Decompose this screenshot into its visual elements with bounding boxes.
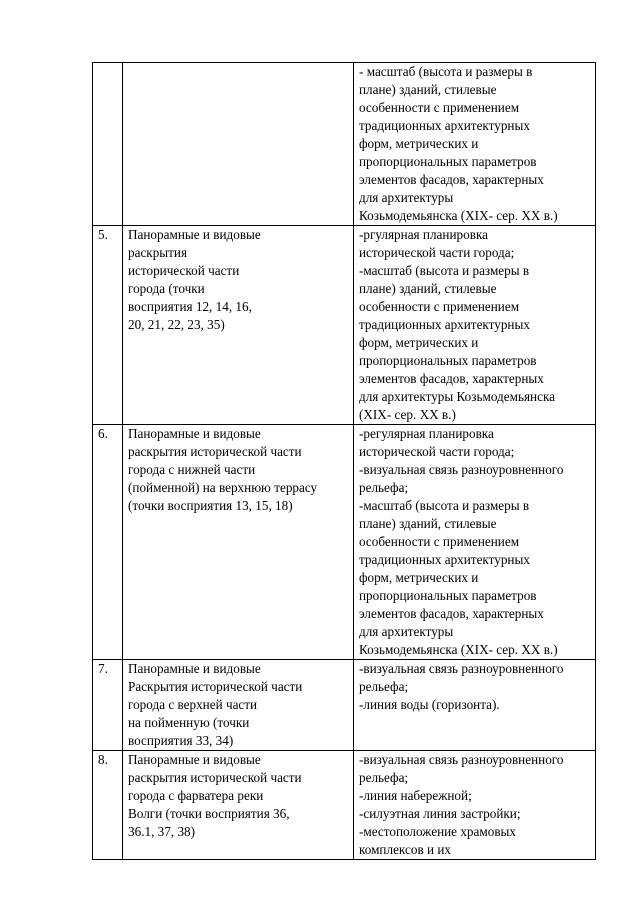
requirement-line: пропорциональных параметров [359,154,537,169]
object-line: Раскрытия исторической части [128,679,303,694]
requirement-line: -визуальная связь разноуровненного [359,752,564,767]
table-row [93,226,596,425]
object-line: Волги (точки восприятия 36, [128,806,290,821]
requirement-line: элементов фасадов, характерных [359,606,544,621]
row-number-cell [93,63,123,226]
requirement-line: особенности с применением [359,534,520,549]
table-row [93,751,596,860]
requirement-line: традиционных архитектурных [359,317,530,332]
requirement-line: традиционных архитектурных [359,552,530,567]
requirement-line: элементов фасадов, характерных [359,172,544,187]
object-cell [123,226,354,425]
object-line: города с нижней части [128,462,256,477]
table-row [93,660,596,751]
row-number-cell [93,226,123,425]
row-number: 7. [98,661,108,676]
requirement-line: для архитектуры Козьмодемьянска [359,389,556,404]
requirement-line: плане) зданий, стилевые [359,82,497,97]
object-line: раскрытия исторической части [128,770,302,785]
requirement-line: -визуальная связь разноуровненного [359,661,564,676]
requirement-line: форм, метрических и [359,136,479,151]
requirement-line: -масштаб (высота и размеры в [359,263,530,278]
requirement-line: Козьмодемьянска (XIX- сер. XX в.) [359,208,558,223]
requirement-cell [354,226,596,425]
object-line: Панорамные и видовые [128,426,261,441]
requirement-line: для архитектуры [359,624,454,639]
row-number-cell [93,425,123,660]
row-number-cell [93,660,123,751]
row-number: 5. [98,227,108,242]
object-line: города с фарватера реки [128,788,264,803]
requirement-line: -силуэтная линия застройки; [359,806,521,821]
object-line: восприятия 12, 14, 16, [128,299,252,314]
table-body [93,63,596,860]
requirement-line: форм, метрических и [359,570,479,585]
requirement-line: -линия набережной; [359,788,472,803]
object-line: (точки восприятия 13, 15, 18) [128,498,293,513]
requirement-line: исторической части города; [359,444,515,459]
object-line: Панорамные и видовые [128,661,261,676]
requirement-line: -масштаб (высота и размеры в [359,498,530,513]
requirement-cell [354,425,596,660]
object-cell [123,751,354,860]
requirement-line: пропорциональных параметров [359,588,537,603]
row-number: 6. [98,426,108,441]
requirement-line: (XIX- сер. XX в.) [359,407,456,422]
requirement-line: Козьмодемьянска (XIX- сер. XX в.) [359,642,558,657]
object-line: города с верхней части [128,697,258,712]
requirement-line: пропорциональных параметров [359,353,537,368]
object-line: раскрытия исторической части [128,444,302,459]
requirement-line: - масштаб (высота и размеры в [359,64,533,79]
requirement-line: -местоположение храмовых [359,824,516,839]
requirement-line: рельефа; [359,770,409,785]
requirement-line: элементов фасадов, характерных [359,371,544,386]
requirement-line: -регулярная планировка [359,426,494,441]
requirement-line: -визуальная связь разноуровненного [359,462,564,477]
requirement-line: рельефа; [359,480,409,495]
requirement-line: плане) зданий, стилевые [359,281,497,296]
object-line: исторической части [128,263,240,278]
requirement-cell [354,63,596,226]
requirement-cell [354,751,596,860]
object-line: (пойменной) на верхнюю террасу [128,480,318,495]
row-number: 8. [98,752,108,767]
requirement-line: комплексов и их [359,842,451,857]
requirement-line: рельефа; [359,679,409,694]
object-line: Панорамные и видовые [128,752,261,767]
requirements-table [92,62,596,860]
object-line: города (точки [128,281,205,296]
requirement-cell [354,660,596,751]
requirement-line: -линия воды (горизонта). [359,697,500,712]
requirement-line: особенности с применением [359,299,520,314]
requirement-line: исторической части города; [359,245,515,260]
table-row [93,63,596,226]
object-line: Панорамные и видовые [128,227,261,242]
requirement-line: особенности с применением [359,100,520,115]
object-cell [123,660,354,751]
requirement-line: -ргулярная планировка [359,227,489,242]
object-line: 20, 21, 22, 23, 35) [128,317,225,332]
object-cell [123,425,354,660]
requirement-line: традиционных архитектурных [359,118,530,133]
object-line: раскрытия [128,245,188,260]
requirement-line: форм, метрических и [359,335,479,350]
requirement-line: для архитектуры [359,190,454,205]
table-row [93,425,596,660]
object-line: восприятия 33, 34) [128,733,234,748]
object-line: на пойменную (точки [128,715,250,730]
requirement-line: плане) зданий, стилевые [359,516,497,531]
object-cell [123,63,354,226]
row-number-cell [93,751,123,860]
object-line: 36.1, 37, 38) [128,824,196,839]
